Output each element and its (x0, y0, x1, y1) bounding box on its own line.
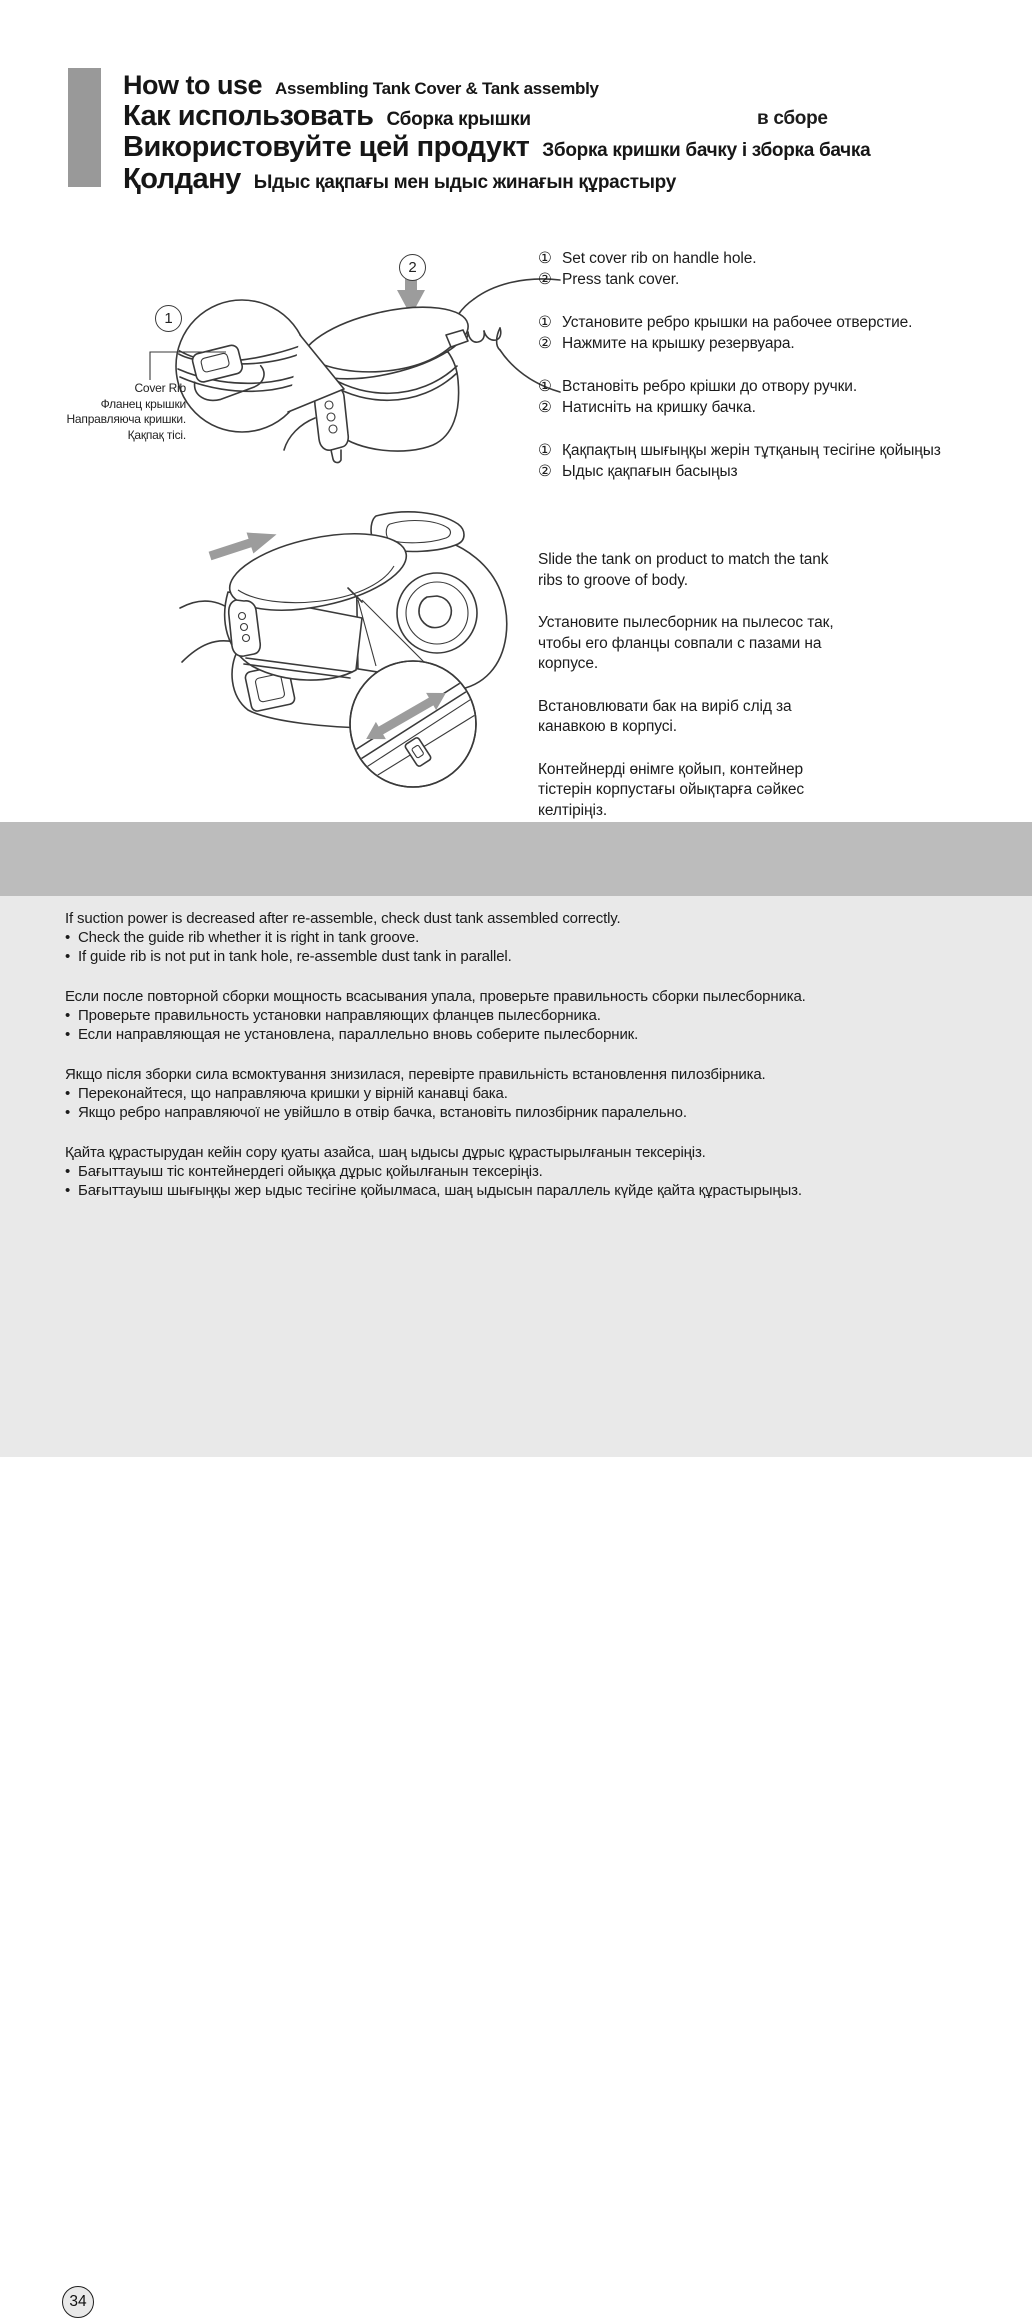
instruction-line (538, 461, 962, 482)
bullet-marker: • (65, 1085, 71, 1102)
bullet-marker: • (65, 1182, 71, 1199)
instruction-line (538, 376, 962, 397)
bullet-marker: • (65, 1163, 71, 1180)
step-number: ② (538, 463, 552, 480)
note-bullet (65, 1084, 937, 1103)
cover-rib-label-ru: Фланец крышки (100, 396, 186, 411)
note-paragraph-ru (65, 987, 937, 1044)
bullet-text: Бағыттауыш шығыңқы жер ыдыс тесігіне қойылмаса, шаң ыдысын параллель күйде қайта құрастырыңыз. (78, 1182, 802, 1199)
bullet-marker: • (65, 948, 71, 965)
note-section (0, 896, 1032, 2310)
page-subtitle-ru: Сборка крышки (386, 109, 531, 130)
instruction-line (538, 248, 962, 269)
cover-rib-label (52, 381, 186, 443)
diagram1-step1-number: 1 (164, 310, 173, 327)
page-number: 34 (69, 2293, 87, 2310)
step2-instructions (538, 550, 850, 843)
step-number: ② (538, 399, 552, 416)
cover-rib-label-kk: Қақпақ тісі. (127, 427, 186, 442)
note-lead: If suction power is decreased after re-assemble, check dust tank assembled correctly. (65, 910, 621, 927)
header-row-uk (123, 131, 870, 164)
step2-paragraph-ru: Установите пылесборник на пылесос так, чтобы его фланцы совпали с пазами на корпусе. (538, 614, 834, 672)
step-text: Нажмите на крышку резервуара. (562, 335, 795, 352)
page-subtitle-kk: Ыдыс қақпағы мен ыдыс жинағын құрастыру (253, 172, 676, 193)
instruction-line (538, 269, 962, 290)
note-paragraph-uk (65, 1065, 937, 1122)
step-text: Қақпақтың шығыңқы жерін тұтқаның тесігіне қойыңыз (562, 442, 941, 459)
note-bullet (65, 1025, 937, 1044)
note-bullet (65, 1162, 937, 1181)
step-text: Ыдыс қақпағын басыңыз (562, 463, 738, 480)
page-subtitle-uk: Зборка кришки бачку і зборка бачка (542, 140, 871, 161)
step-number: ① (538, 442, 552, 459)
note-bullet (65, 947, 937, 966)
instruction-line (538, 333, 962, 354)
step-number: ① (538, 250, 552, 267)
step2-paragraph-kk: Контейнерді өнімге қойып, контейнер тістерін корпустағы ойықтарға сәйкес келтіріңіз. (538, 760, 805, 819)
bullet-marker: • (65, 1104, 71, 1121)
diagram1-step1-marker (155, 305, 182, 332)
page-title-uk: Використовуйте цей продукт (123, 131, 530, 163)
cover-rib-label-uk: Направляюча кришки. (66, 412, 186, 426)
note-bullet (65, 1103, 937, 1122)
instruction-line (538, 440, 962, 461)
step-number: ① (538, 314, 552, 331)
bullet-marker: • (65, 1007, 71, 1024)
step-number: ② (538, 271, 552, 288)
header-row-kk (123, 163, 676, 196)
page-title-kk: Қолдану (123, 163, 241, 195)
header-row-ru (123, 100, 531, 133)
note-lead: Қайта құрастырудан кейін сору қуаты азайса, шаң ыдысы дұрыс құрастырылғанын тексеріңіз. (65, 1144, 706, 1161)
bullet-text: Если направляющая не установлена, параллельно вновь соберите пылесборник. (78, 1026, 639, 1043)
note-bullet (65, 1006, 937, 1025)
page-subtitle-en: Assembling Tank Cover & Tank assembly (275, 79, 599, 98)
tank-cover-diagram (60, 240, 560, 490)
note-lead: Если после повторной сборки мощность всасывания упала, проверьте правильность сборки пылесборника. (65, 988, 806, 1005)
step1-instructions (538, 248, 962, 504)
wheel-drawing (397, 573, 477, 653)
step-text: Set cover rib on handle hole. (562, 250, 757, 267)
bullet-marker: • (65, 1026, 71, 1043)
bullet-text: If guide rib is not put in tank hole, re-assemble dust tank in parallel. (78, 948, 512, 965)
note-lead: Якщо після зборки сила всмоктування знизилася, перевірте правильність встановлення пилозбірника. (65, 1066, 766, 1083)
step-number: ① (538, 378, 552, 395)
step1-group-kk (538, 440, 962, 482)
step-text: Установите ребро крышки на рабочее отверстие. (562, 314, 913, 331)
header-row-en (123, 70, 599, 101)
bullet-text: Переконайтеся, що направляюча кришки у вірній канавці бака. (78, 1085, 508, 1102)
header-note-ru: в сборе (757, 108, 828, 129)
bullet-text: Бағыттауыш тіс контейнердегі ойыққа дұрыс қойылғанын тексеріңіз. (78, 1163, 543, 1180)
note-text (65, 909, 937, 1221)
header-accent-bar (68, 68, 101, 187)
tank-slide-diagram (180, 500, 520, 830)
step-text: Натисніть на кришку бачка. (562, 399, 756, 416)
step2-paragraph-uk: Встановлювати бак на виріб слід за канавкою в корпусі. (538, 697, 792, 735)
note-bullet (65, 1181, 937, 1200)
step1-group-en (538, 248, 962, 290)
page-title-ru: Как использовать (123, 100, 374, 132)
page-number-badge (62, 2286, 94, 2318)
step-text: Встановіть ребро крішки до отвору ручки. (562, 378, 858, 395)
page-title-en: How to use (123, 70, 263, 100)
diagram1-step2-marker (399, 254, 426, 281)
step-text: Press tank cover. (562, 271, 680, 288)
note-paragraph-kk (65, 1143, 937, 1200)
note-paragraph-en (65, 909, 937, 966)
bullet-text: Check the guide rib whether it is right in tank groove. (78, 929, 420, 946)
section-divider-band (0, 822, 1032, 896)
note-bullet (65, 928, 937, 947)
step1-group-ru (538, 312, 962, 354)
instruction-line (538, 312, 962, 333)
step2-paragraph-en: Slide the tank on product to match the tank ribs to groove of body. (538, 551, 829, 589)
cover-rib-label-en: Cover Rib (134, 381, 186, 395)
step-number: ② (538, 335, 552, 352)
bullet-text: Якщо ребро направляючої не увійшло в отвір бачка, встановіть пилозбірник паралельно. (78, 1104, 687, 1121)
diagram1-step2-number: 2 (408, 259, 417, 276)
instruction-line (538, 397, 962, 418)
bullet-text: Проверьте правильность установки направляющих фланцев пылесборника. (78, 1007, 601, 1024)
step1-group-uk (538, 376, 962, 418)
bullet-marker: • (65, 929, 71, 946)
